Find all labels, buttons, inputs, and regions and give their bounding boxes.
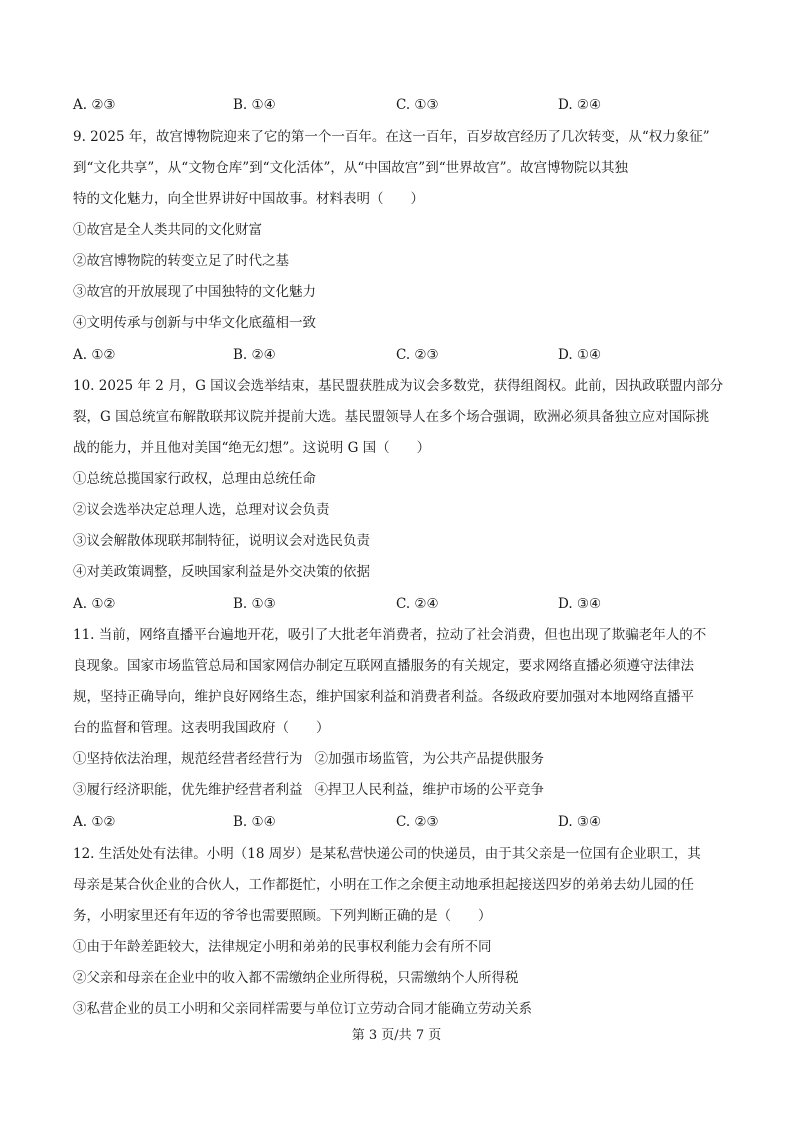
q11-option-d: D. ③④ [558,814,602,830]
q10-stem-line-3: 战的能力，并且他对美国“绝无幻想”。这说明 G 国（ ） [73,440,431,456]
q8-options [73,96,733,114]
q9-stem-line-3: 特的文化魅力，向全世界讲好中国故事。材料表明（ ） [73,191,424,207]
q9-option-c: C. ②③ [396,347,439,363]
q9-stem-line-2: 到“文化共享”，从“文物仓库”到“文化活体”，从“中国故宫”到“世界故宫”。故宫博物院以其独 [73,160,629,176]
q10-statement-4: ④对美政策调整，反映国家利益是外交决策的依据 [73,564,370,580]
q11-statement-1: ①坚持依法治理，规范经营者经营行为 [73,751,303,767]
q11-options [73,813,733,831]
q10-option-d: D. ③④ [558,596,602,612]
q11-option-b: B. ①④ [233,814,276,830]
q9-option-b: B. ②④ [233,347,276,363]
q9-option-a: A. ①② [73,347,116,363]
q10-option-a: A. ①② [73,596,116,612]
q11-statements-row-2 [73,781,544,799]
q10-statement-1: ①总统总揽国家行政权，总理由总统任命 [73,471,316,487]
q10-option-c: C. ②④ [396,596,439,612]
q12-stem-line-2: 母亲是某合伙企业的合伙人，工作都挺忙，小明在工作之余便主动地承担起接送四岁的弟弟去幼儿园的任 [73,877,694,893]
q11-statement-2: ②加强市场监管，为公共产品提供服务 [314,751,544,767]
q9-statement-3: ③故宫的开放展现了中国独特的文化魅力 [73,284,316,300]
q10-statement-3: ③议会解散体现联邦制特征，说明议会对选民负责 [73,533,370,549]
q9-statement-4: ④文明传承与创新与中华文化底蕴相一致 [73,315,316,331]
q12-stem-line-3: 务，小明家里还有年迈的爷爷也需要照顾。下列判断正确的是（ ） [73,908,492,924]
q12-statement-2: ②父亲和母亲在企业中的收入都不需缴纳企业所得税，只需缴纳个人所得税 [73,970,519,986]
q12-statement-3: ③私营企业的员工小明和父亲同样需要与单位订立劳动合同才能确立劳动关系 [73,1001,532,1017]
q9-stem-line-1: 9. 2025 年，故宫博物院迎来了它的第一个一百年。在这一百年，百岁故宫经历了几次转变，从“权力象征” [73,129,710,145]
q11-option-c: C. ②③ [396,814,439,830]
q10-stem-line-1: 10. 2025 年 2 月，G 国议会选举结束，基民盟获胜成为议会多数党，获得组阁权。此前，因执政联盟内部分 [73,378,724,394]
q11-statement-3: ③履行经济职能，优先维护经营者利益 [73,782,303,798]
q10-stem-line-2: 裂，G 国总统宣布解散联邦议院并提前大选。基民盟领导人在多个场合强调，欧洲必须具备独立应对国际挑 [73,409,710,425]
q9-option-d: D. ①④ [558,347,602,363]
q11-stem-line-1: 11. 当前，网络直播平台遍地开花，吸引了大批老年消费者，拉动了社会消费，但也出现了欺骗老年人的不 [73,627,707,643]
q8-option-b: B. ①④ [233,97,276,113]
q11-statement-4: ④捍卫人民利益，维护市场的公平竞争 [314,782,544,798]
q11-stem-line-2: 良现象。国家市场监管总局和国家网信办制定互联网直播服务的有关规定，要求网络直播必须遵守法律法 [73,658,694,674]
q8-option-a: A. ②③ [73,97,116,113]
q9-statement-2: ②故宫博物院的转变立足了时代之基 [73,253,289,269]
q9-statement-1: ①故宫是全人类共同的文化财富 [73,222,262,238]
q9-options [73,346,733,364]
q10-option-b: B. ①③ [233,596,276,612]
q11-stem-line-4: 台的监督和管理。这表明我国政府（ ） [73,720,330,736]
q8-option-c: C. ①③ [396,97,439,113]
q12-statement-1: ①由于年龄差距较大，法律规定小明和弟弟的民事权利能力会有所不同 [73,939,492,955]
page-number-footer: 第 3 页/共 7 页 [351,1028,442,1043]
q11-statements-row-1 [73,750,544,768]
q10-options [73,595,733,613]
q11-stem-line-3: 规，坚持正确导向，维护良好网络生态，维护国家利益和消费者利益。各级政府要加强对本地网络直播平 [73,689,694,705]
q10-statement-2: ②议会选举决定总理人选，总理对议会负责 [73,502,330,518]
q8-option-d: D. ②④ [558,97,602,113]
q12-stem-line-1: 12. 生活处处有法律。小明（18 周岁）是某私营快递公司的快递员，由于其父亲是一位国有企业职工，其 [73,846,701,862]
q11-option-a: A. ①② [73,814,116,830]
